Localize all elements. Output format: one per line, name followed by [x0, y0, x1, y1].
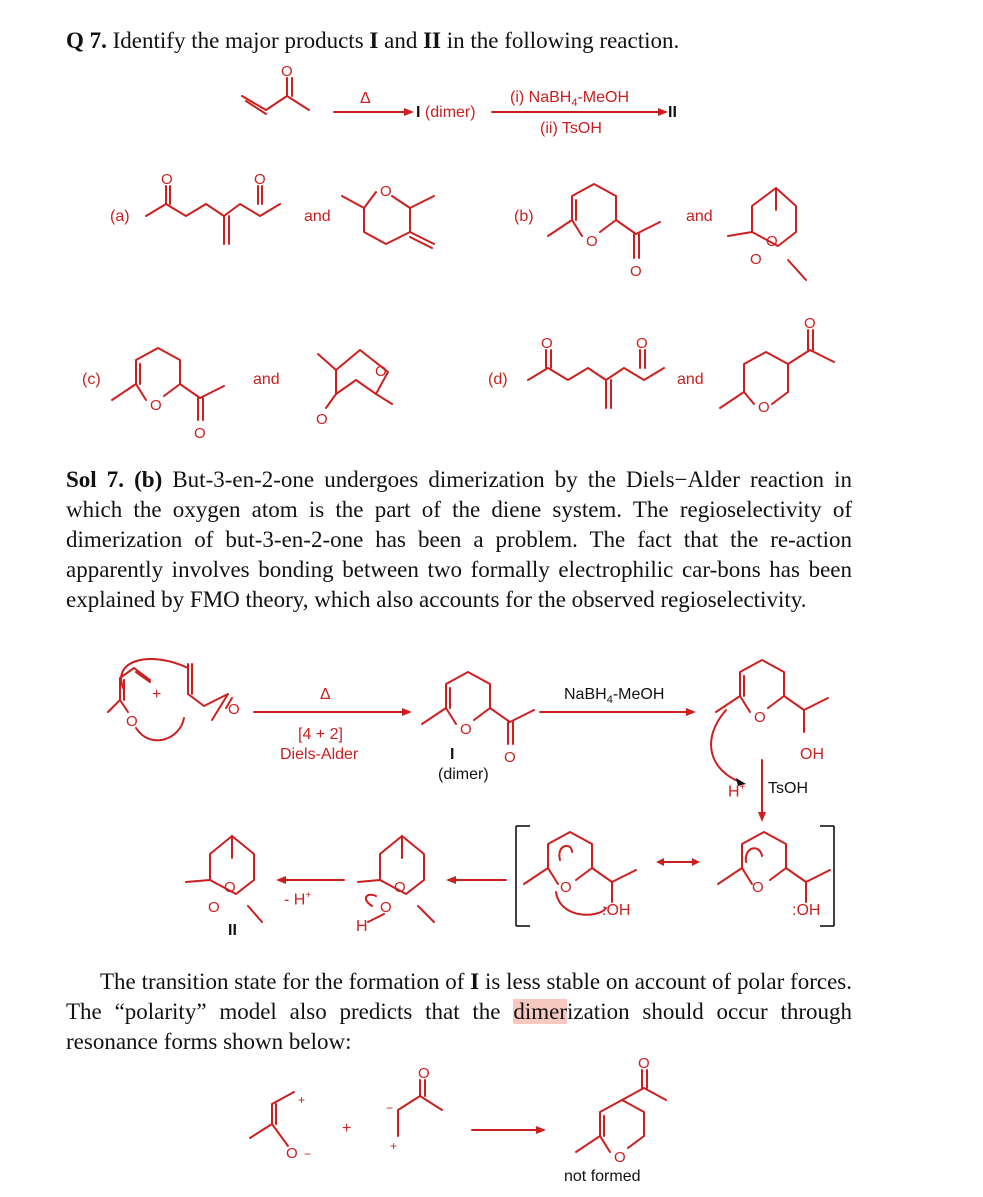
- svg-text:O: O: [804, 315, 816, 332]
- product-I-ref: I: [369, 28, 379, 53]
- bottom-plus: +: [342, 1120, 352, 1137]
- option-a-label: (a): [110, 208, 130, 225]
- paragraph-2: [66, 967, 852, 1057]
- mechanism-reactants: [108, 659, 240, 740]
- svg-text:−: −: [304, 1147, 312, 1161]
- para2-I: I: [470, 969, 480, 994]
- minus-h-text: - H: [284, 891, 306, 909]
- svg-text:+: +: [390, 1139, 398, 1153]
- product-II-ref: II: [423, 28, 441, 53]
- svg-text:O: O: [380, 899, 392, 916]
- svg-text:−: −: [386, 1101, 394, 1115]
- svg-text:O: O: [254, 171, 266, 188]
- reagent-step-1-sub: 4: [571, 97, 578, 110]
- dimer-label: (dimer): [424, 104, 476, 121]
- h-plus: H+: [728, 782, 746, 801]
- svg-text:O: O: [586, 233, 598, 250]
- dimer-I-label: [416, 104, 476, 122]
- question-and: and: [378, 28, 424, 53]
- svg-text:O: O: [754, 709, 766, 726]
- product-II-structure: [186, 836, 262, 922]
- dimer-I-symbol: I: [416, 104, 421, 121]
- svg-text:O: O: [638, 1055, 650, 1072]
- solution-text: But-3-en-2-one undergoes dimerization by the Diels−Alder reaction in which the oxygen atom is the part of the diene system. The regioselectivity of dimerization of but-3-en-2-one has been a problem. The fact that the re-action apparently involves bonding between two formally electrophilic car-bons has been explained by FMO theory, which also accounts for the observed regioselectivity.: [66, 467, 853, 612]
- solution-answer: (b): [134, 467, 163, 492]
- option-b-label: (b): [514, 208, 534, 225]
- option-d-structures: [528, 315, 834, 416]
- mech-II-label: II: [228, 922, 237, 939]
- svg-text:O: O: [375, 363, 387, 380]
- svg-text:+: +: [298, 1093, 306, 1107]
- option-a-structures: [146, 171, 434, 248]
- svg-text:O: O: [560, 879, 572, 896]
- option-b-structures: [548, 184, 806, 280]
- question-number: Q 7.: [66, 28, 107, 53]
- delta-label-1: Δ: [360, 90, 371, 107]
- svg-text:O: O: [208, 899, 220, 916]
- svg-text:O: O: [614, 1149, 626, 1166]
- reagent-step-1-text: (i) NaBH: [510, 89, 572, 106]
- svg-text:O: O: [541, 335, 553, 352]
- svg-text:O: O: [380, 183, 392, 200]
- tsoh-label: TsOH: [768, 780, 808, 797]
- option-c-label: (c): [82, 371, 101, 388]
- para2-mid: is less stable on account of polar forces. The “polarity” model also predicts that the: [66, 969, 852, 1024]
- oh-form-2: :OH: [792, 902, 821, 919]
- svg-text:O: O: [752, 879, 764, 896]
- reagent-step-1: [510, 89, 629, 109]
- svg-text:O: O: [636, 335, 648, 352]
- not-formed-label: not formed: [564, 1168, 641, 1185]
- svg-text:O: O: [394, 879, 406, 896]
- svg-text:O: O: [750, 251, 762, 268]
- svg-text:O: O: [758, 399, 770, 416]
- oh-form-1: :OH: [602, 902, 631, 919]
- h-plus-text: H: [728, 783, 740, 801]
- para2-highlight: dimer: [513, 999, 567, 1024]
- mech-reagent-text: NaBH: [564, 686, 607, 703]
- svg-text:O: O: [224, 879, 236, 896]
- svg-text:O: O: [161, 171, 173, 188]
- mech-H-label: H: [356, 918, 368, 935]
- mech-reagent-post: -MeOH: [612, 686, 665, 703]
- option-c-structures: [112, 348, 392, 442]
- reagent-step-1-post: -MeOH: [577, 89, 630, 106]
- svg-text:O: O: [460, 721, 472, 738]
- not-formed-product: [576, 1055, 666, 1166]
- plus-sign-1: +: [152, 686, 162, 703]
- para2-post: ization should occur through resonance forms shown below:: [66, 999, 852, 1054]
- delta-label-2: Δ: [320, 686, 331, 703]
- option-d-and: and: [677, 371, 704, 388]
- reagent-step-2: (ii) TsOH: [540, 120, 602, 137]
- svg-text:O: O: [150, 397, 162, 414]
- mech-I-label: I: [450, 746, 455, 763]
- protonated-bicyclic: [358, 836, 434, 922]
- option-c-and: and: [253, 371, 280, 388]
- condition-42: [4 + 2]: [298, 726, 343, 743]
- mech-reagent: [564, 686, 664, 706]
- para2-pre: The transition state for the formation of: [100, 969, 471, 994]
- solution-paragraph: [66, 465, 852, 615]
- option-d-label: (d): [488, 371, 508, 388]
- svg-text:O: O: [228, 701, 240, 718]
- option-a-and: and: [304, 208, 331, 225]
- dimer-structure: [422, 672, 534, 766]
- question-text-pre: Identify the major products: [112, 28, 370, 53]
- butenone-structure: [242, 63, 309, 114]
- option-b-and: and: [686, 208, 713, 225]
- alcohol-OH: OH: [800, 746, 824, 763]
- svg-text:O: O: [194, 425, 206, 442]
- solution-number: Sol 7.: [66, 467, 125, 492]
- svg-text:O: O: [630, 263, 642, 280]
- resonance-forms-bottom: [250, 1065, 442, 1162]
- svg-text:O: O: [766, 233, 778, 250]
- question-text-post: in the following reaction.: [440, 28, 680, 53]
- minus-h-label: - H+: [284, 890, 312, 909]
- svg-text:O: O: [286, 1145, 298, 1162]
- svg-text:O: O: [418, 1065, 430, 1082]
- mech-reagent-sub: 4: [606, 694, 613, 707]
- condition-diels-alder: Diels-Alder: [280, 746, 359, 763]
- mech-dimer-label: (dimer): [438, 766, 489, 783]
- svg-text:O: O: [316, 411, 328, 428]
- product-II-label: II: [668, 104, 677, 121]
- svg-text:O: O: [504, 749, 516, 766]
- svg-text:O: O: [281, 63, 293, 80]
- alcohol-structure: [711, 660, 828, 786]
- svg-text:O: O: [126, 713, 138, 730]
